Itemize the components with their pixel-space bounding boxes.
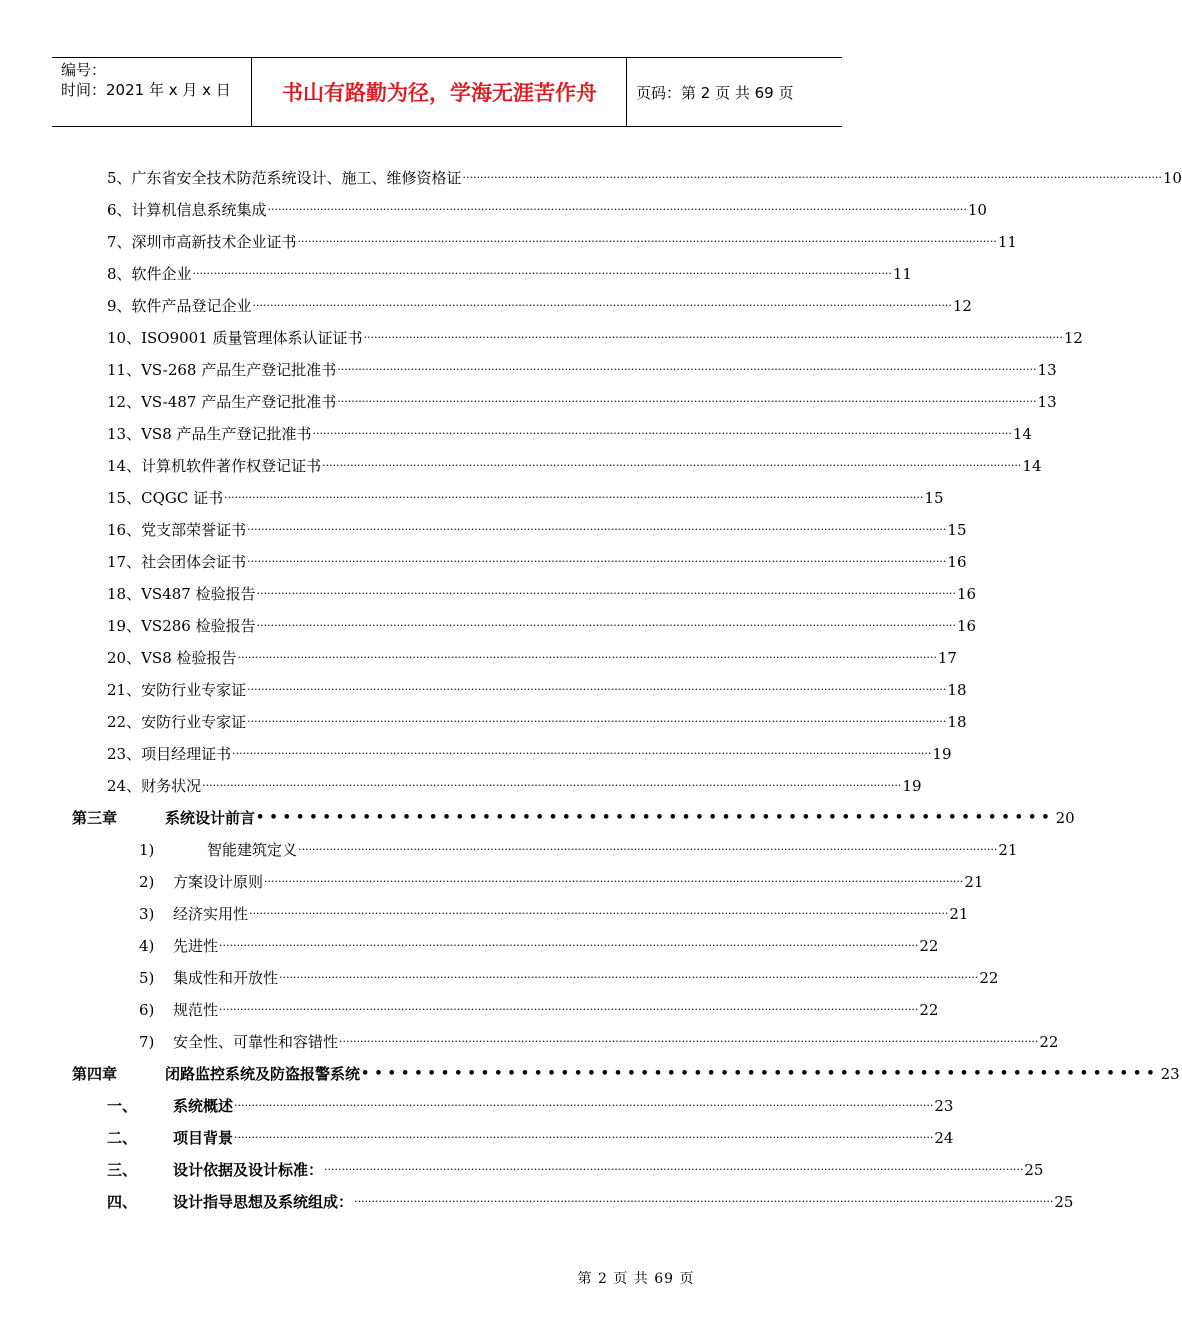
toc-entry[interactable] <box>139 866 984 898</box>
toc-entry-label <box>139 994 218 1026</box>
toc-entry-page: 25 <box>1024 1161 1044 1179</box>
toc-entry-label: 11、VS-268 产品生产登记批准书 <box>107 361 337 379</box>
toc-entry-title: 安全性、可靠性和容错性 <box>173 1033 339 1051</box>
toc-entry[interactable] <box>107 546 967 578</box>
toc-entry-label: 22、安防行业专家证 <box>107 713 247 731</box>
toc-entry[interactable] <box>107 386 1057 418</box>
toc-entry-page: 16 <box>956 617 977 635</box>
toc-entry-label <box>72 802 255 834</box>
toc-entry-page: 16 <box>956 585 977 603</box>
toc-leader-dots: ········································································································································································································ <box>462 171 1162 184</box>
toc-entry[interactable] <box>139 994 939 1026</box>
toc-entry-title: 先进性 <box>173 937 219 955</box>
toc-entry-title: 智能建筑定义 <box>207 841 298 859</box>
toc-entry[interactable] <box>107 578 977 610</box>
toc-entry[interactable] <box>107 322 1083 354</box>
toc-leader-dots: ········································································································································································································ <box>249 907 949 920</box>
toc-entry-number: 第四章 <box>72 1065 118 1083</box>
toc-entry-number: 3) <box>139 905 155 923</box>
toc-entry-label: 5、广东省安全技术防范系统设计、施工、维修资格证 <box>107 169 462 187</box>
toc-entry-page: 11 <box>892 265 912 283</box>
toc-entry[interactable] <box>107 258 912 290</box>
toc-entry[interactable] <box>107 738 952 770</box>
toc-entry-label <box>139 866 263 898</box>
toc-entry-label: 16、党支部荣誉证书 <box>107 521 247 539</box>
toc-entry-page: 13 <box>1037 361 1057 379</box>
toc-entry[interactable] <box>139 930 939 962</box>
toc-entry[interactable] <box>107 1090 954 1122</box>
toc-entry-page: 22 <box>1039 1033 1059 1051</box>
toc-entry-page: 10 <box>967 201 987 219</box>
toc-entry-page: 23 <box>934 1097 954 1115</box>
toc-leader-dots: ········································································································································································································ <box>297 235 997 248</box>
toc-entry-label <box>139 962 278 994</box>
toc-leader-dots: ········································································································································································································ <box>312 427 1012 440</box>
toc-entry-number: 2) <box>139 873 155 891</box>
toc-entry-label: 12、VS-487 产品生产登记批准书 <box>107 393 337 411</box>
toc-entry-page: 25 <box>1054 1193 1074 1211</box>
document-date: 时间：2021 年 x 月 x 日 <box>61 81 231 99</box>
toc-entry-page: 20 <box>1055 809 1075 827</box>
toc-entry-page: 18 <box>947 713 967 731</box>
toc-leader-dots: ········································································································································································································ <box>298 843 998 856</box>
toc-entry-page: 22 <box>979 969 999 987</box>
toc-leader-dots: ········································································································································································································ <box>247 715 947 728</box>
toc-leader-dots: ········································································································································································································ <box>237 651 937 664</box>
toc-leader-dots: •••••••••••••••••••••••••••••••••••••••••••••••••••••••••••• <box>361 1066 1160 1081</box>
toc-entry-page: 19 <box>902 777 922 795</box>
toc-entry-number: 一、 <box>107 1097 138 1115</box>
toc-leader-dots: ········································································································································································································ <box>354 1195 1054 1208</box>
toc-entry-page: 12 <box>1063 329 1083 347</box>
toc-entry-number: 7) <box>139 1033 155 1051</box>
toc-leader-dots: ········································································································································································································ <box>324 1163 1024 1176</box>
toc-entry-page: 10 <box>1162 169 1182 187</box>
toc-entry-label <box>107 1186 353 1218</box>
toc-entry-label <box>139 1026 338 1058</box>
page-header <box>52 57 842 127</box>
toc-entry-label <box>139 834 297 866</box>
toc-entry-title: 项目背景 <box>173 1129 234 1147</box>
toc-entry-page: 11 <box>997 233 1017 251</box>
toc-entry-title: 系统设计前言 <box>165 809 256 827</box>
toc-leader-dots: ········································································································································································································ <box>247 683 947 696</box>
toc-entry[interactable] <box>107 514 967 546</box>
toc-entry-page: 15 <box>924 489 944 507</box>
toc-entry-number: 5) <box>139 969 155 987</box>
header-page-info: 页码：第 2 页 共 69 页 <box>636 83 794 102</box>
toc-entry[interactable] <box>107 706 967 738</box>
toc-entry[interactable] <box>107 450 1042 482</box>
toc-entry-label: 13、VS8 产品生产登记批准书 <box>107 425 312 443</box>
toc-leader-dots: ········································································································································································································ <box>247 523 947 536</box>
toc-entry[interactable] <box>107 418 1032 450</box>
toc-entry-number: 4) <box>139 937 155 955</box>
toc-entry-label: 23、项目经理证书 <box>107 745 232 763</box>
toc-leader-dots: ········································································································································································································ <box>322 459 1022 472</box>
toc-entry-page: 17 <box>937 649 957 667</box>
toc-entry[interactable] <box>107 226 1017 258</box>
toc-leader-dots: ········································································································································································································ <box>219 1003 919 1016</box>
toc-leader-dots: ········································································································································································································ <box>264 875 964 888</box>
header-meta <box>52 58 252 126</box>
toc-entry[interactable] <box>107 674 967 706</box>
toc-leader-dots: ········································································································································································································ <box>234 1131 934 1144</box>
header-motto: 书山有路勤为径，学海无涯苦作舟 <box>253 58 627 126</box>
toc-leader-dots: ········································································································································································································ <box>247 555 947 568</box>
document-number-label: 编号： <box>61 61 107 79</box>
toc-entry-label <box>139 898 248 930</box>
toc-leader-dots: ········································································································································································································ <box>363 331 1063 344</box>
toc-entry-title: 经济实用性 <box>173 905 249 923</box>
toc-leader-dots: ········································································································································································································ <box>339 1035 1039 1048</box>
toc-entry-page: 15 <box>947 521 967 539</box>
toc-entry-label <box>139 930 218 962</box>
toc-leader-dots: ········································································································································································································ <box>256 619 956 632</box>
toc-chapter-entry[interactable] <box>72 802 1075 834</box>
toc-entry[interactable] <box>139 1026 1059 1058</box>
toc-entry[interactable] <box>107 1122 954 1154</box>
toc-chapter-entry[interactable] <box>72 1058 1180 1090</box>
toc-entry-title: 规范性 <box>173 1001 219 1019</box>
toc-entry[interactable] <box>107 482 944 514</box>
toc-entry[interactable] <box>107 1186 1074 1218</box>
toc-entry[interactable] <box>107 290 972 322</box>
toc-leader-dots: ········································································································································································································ <box>234 1099 934 1112</box>
toc-entry-title: 闭路监控系统及防盗报警系统 <box>165 1065 361 1083</box>
toc-entry-label: 10、ISO9001 质量管理体系认证证书 <box>107 329 363 347</box>
toc-leader-dots: ········································································································································································································ <box>337 395 1037 408</box>
toc-entry-number: 三、 <box>107 1161 138 1179</box>
toc-entry-page: 21 <box>964 873 984 891</box>
toc-leader-dots: ········································································································································································································ <box>202 779 902 792</box>
toc-entry-number: 第三章 <box>72 809 118 827</box>
toc-entry-label <box>72 1058 360 1090</box>
toc-entry-page: 21 <box>949 905 969 923</box>
footer-page-number: 第 2 页 共 69 页 <box>577 1271 695 1287</box>
toc-entry[interactable] <box>107 610 977 642</box>
toc-leader-dots: ········································································································································································································ <box>192 267 892 280</box>
toc-entry-label: 17、社会团体会证书 <box>107 553 247 571</box>
toc-entry-number: 1) <box>139 841 155 859</box>
toc-entry-page: 12 <box>952 297 972 315</box>
toc-entry-page: 23 <box>1160 1065 1180 1083</box>
toc-entry-page: 18 <box>947 681 967 699</box>
toc-entry-page: 19 <box>932 745 952 763</box>
toc-entry[interactable] <box>107 642 957 674</box>
toc-entry[interactable] <box>107 1154 1044 1186</box>
toc-entry-page: 16 <box>947 553 967 571</box>
toc-entry-label: 14、计算机软件著作权登记证书 <box>107 457 322 475</box>
toc-entry-page: 21 <box>998 841 1018 859</box>
toc-leader-dots: ········································································································································································································ <box>337 363 1037 376</box>
toc-entry-label: 18、VS487 检验报告 <box>107 585 256 603</box>
toc-entry-number: 二、 <box>107 1129 138 1147</box>
toc-entry-label: 6、计算机信息系统集成 <box>107 201 267 219</box>
toc-entry-page: 22 <box>919 1001 939 1019</box>
toc-leader-dots: ········································································································································································································ <box>224 491 924 504</box>
toc-entry-label: 21、安防行业专家证 <box>107 681 247 699</box>
toc-entry-page: 14 <box>1012 425 1032 443</box>
toc-entry-label <box>107 1122 233 1154</box>
toc-entry-page: 22 <box>919 937 939 955</box>
toc-leader-dots: ········································································································································································································ <box>279 971 979 984</box>
toc-entry[interactable] <box>139 962 999 994</box>
toc-entry[interactable] <box>139 834 1018 866</box>
toc-entry[interactable] <box>139 898 969 930</box>
page-footer <box>0 1268 950 1288</box>
toc-entry-label: 24、财务状况 <box>107 777 202 795</box>
toc-leader-dots: ········································································································································································································ <box>219 939 919 952</box>
toc-leader-dots: ········································································································································································································ <box>256 587 956 600</box>
toc-entry[interactable] <box>107 354 1057 386</box>
toc-entry-title: 设计指导思想及系统组成： <box>173 1193 354 1211</box>
toc-entry-label <box>107 1154 323 1186</box>
toc-entry-title: 方案设计原则 <box>173 873 264 891</box>
toc-entry-number: 四、 <box>107 1193 138 1211</box>
toc-entry-number: 6) <box>139 1001 155 1019</box>
toc-entry[interactable] <box>107 194 987 226</box>
toc-entry-label: 7、深圳市高新技术企业证书 <box>107 233 297 251</box>
toc-entry-title: 集成性和开放性 <box>173 969 279 987</box>
toc-entry-page: 14 <box>1022 457 1042 475</box>
toc-entry-label: 15、CQGC 证书 <box>107 489 224 507</box>
toc-leader-dots: •••••••••••••••••••••••••••••••••••••••••••••••••••••••••••• <box>256 810 1055 825</box>
toc-entry[interactable] <box>107 770 922 802</box>
toc-leader-dots: ········································································································································································································ <box>232 747 932 760</box>
toc-entry-label: 20、VS8 检验报告 <box>107 649 237 667</box>
toc-entry-label: 9、软件产品登记企业 <box>107 297 252 315</box>
toc-leader-dots: ········································································································································································································ <box>267 203 967 216</box>
toc-leader-dots: ········································································································································································································ <box>252 299 952 312</box>
toc-entry-title: 系统概述 <box>173 1097 234 1115</box>
toc-entry-page: 13 <box>1037 393 1057 411</box>
toc-entry[interactable] <box>107 162 1182 194</box>
toc-entry-label <box>107 1090 233 1122</box>
toc-entry-label: 19、VS286 检验报告 <box>107 617 256 635</box>
toc-entry-title: 设计依据及设计标准： <box>173 1161 324 1179</box>
toc-entry-page: 24 <box>934 1129 954 1147</box>
toc-entry-label: 8、软件企业 <box>107 265 192 283</box>
